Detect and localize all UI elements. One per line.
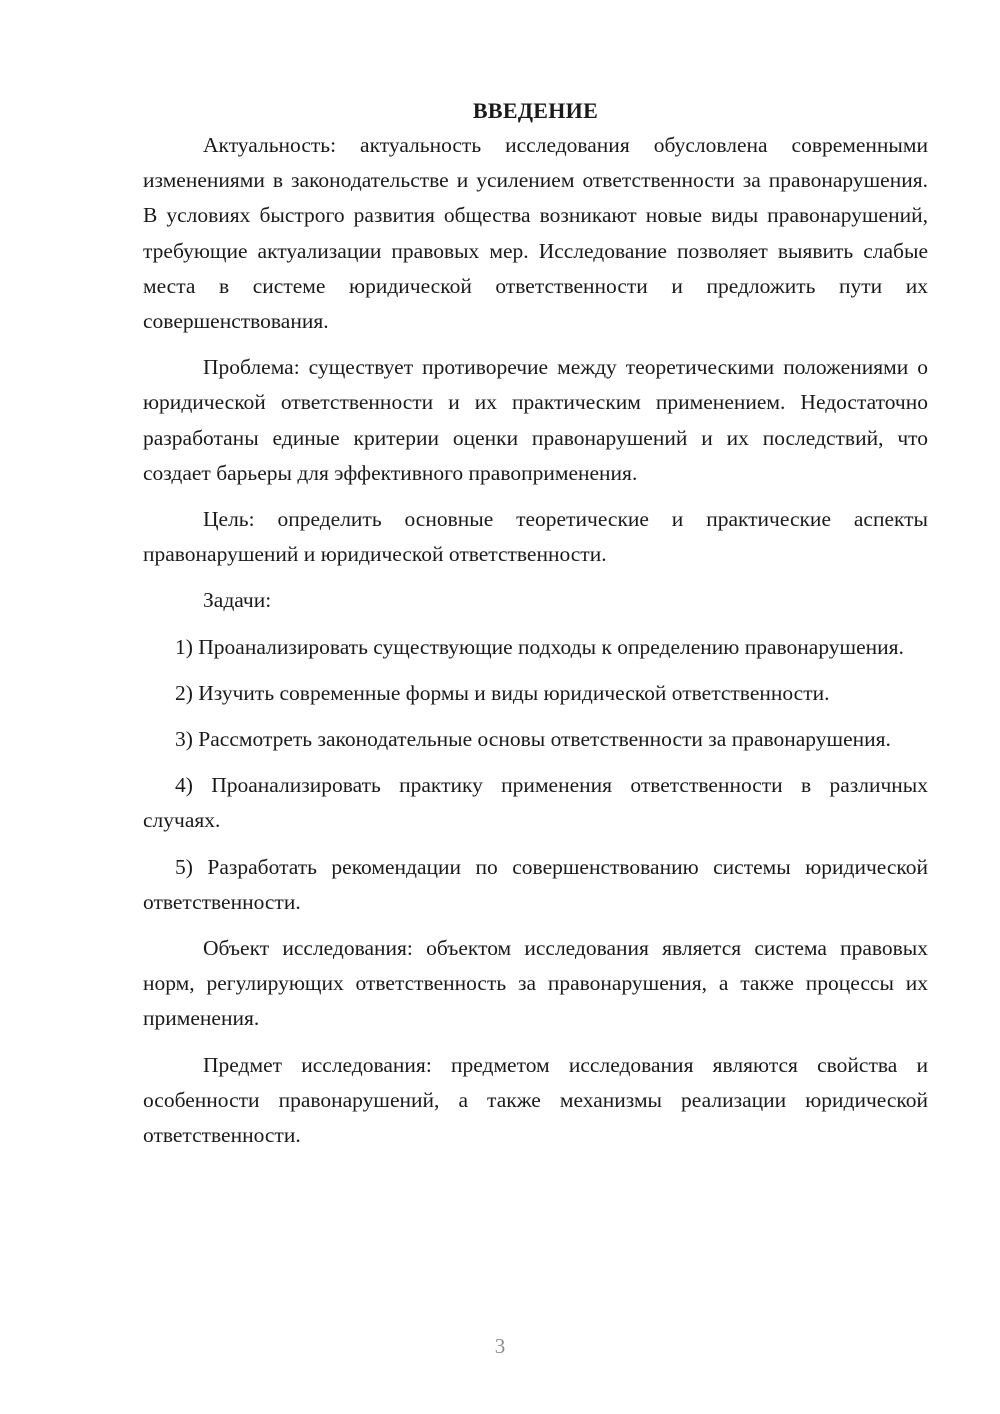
paragraph-problem: Проблема: существует противоречие между теоретическими положениями о юридической ответственности и их практическим применением. Недостаточно разработаны единые критерии оценки правонарушений и их последствий, что создает барьеры для эффективного правоприменения. [143, 355, 928, 485]
task-item-1: 1) Проанализировать существующие подходы к определению правонарушения. [175, 634, 904, 659]
task-item-5: 5) Разработать рекомендации по совершенствованию системы юридической ответственности. [143, 854, 928, 914]
task-item-4: 4) Проанализировать практику применения ответственности в различных случаях. [143, 773, 928, 833]
paragraph-relevance: Актуальность: актуальность исследования обусловлена современными изменениями в законодательстве и усилением ответственности за правонарушения. В условиях быстрого развития общества возникают новые виды правонарушений, требующие актуализации правовых мер. Исследование позволяет выявить слабые места в системе юридической ответственности и предложить пути их совершенствования. [143, 133, 928, 334]
task-item-3: 3) Рассмотреть законодательные основы ответственности за правонарушения. [175, 727, 891, 752]
paragraph-subject: Предмет исследования: предметом исследования являются свойства и особенности правонарушений, а также механизмы реализации юридической ответственности. [143, 1052, 928, 1148]
paragraph-object: Объект исследования: объектом исследования является система правовых норм, регулирующих ответственность за правонарушения, а также процессы их применения. [143, 936, 928, 1031]
tasks-heading: Задачи: [203, 588, 272, 613]
task-item-2: 2) Изучить современные формы и виды юридической ответственности. [175, 680, 830, 705]
document-page [143, 96, 928, 1164]
paragraph-goal: Цель: определить основные теоретические и практические аспекты правонарушений и юридической ответственности. [143, 507, 928, 567]
section-title: ВВЕДЕНИЕ [472, 98, 599, 123]
page-number: 3 [494, 1334, 506, 1358]
